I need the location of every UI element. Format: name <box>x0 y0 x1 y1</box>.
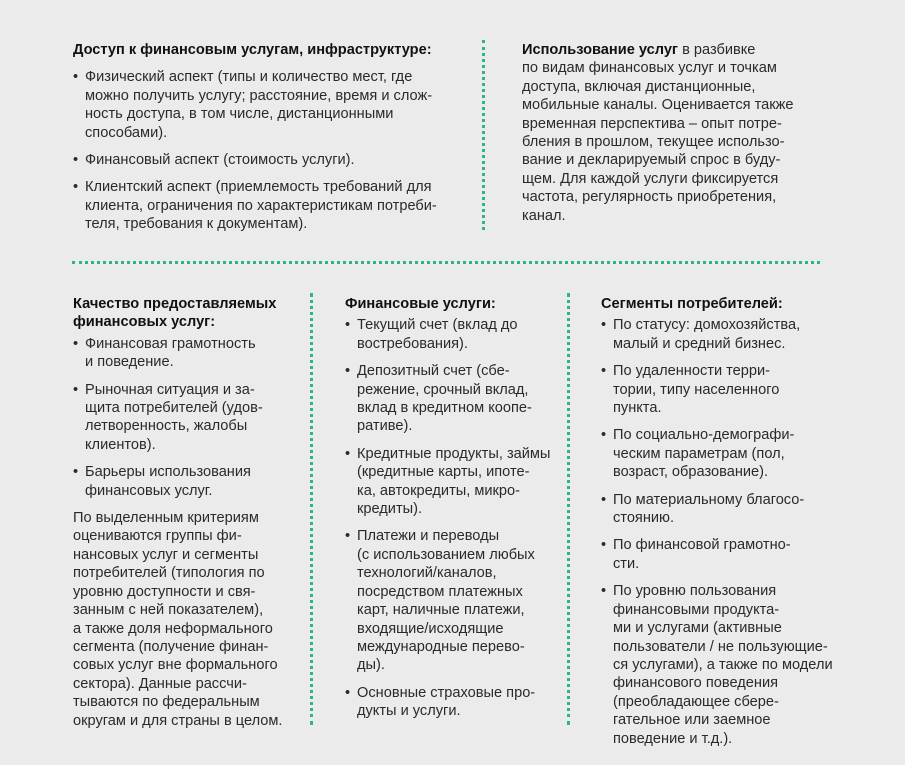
segments-item-remoteness: • По удаленности терри- тории, типу населенного пункта. <box>601 362 861 417</box>
services-item-current-account: • Текущий счет (вклад до востребования). <box>345 316 560 353</box>
usage-title: Использование услуг <box>522 42 679 58</box>
segments-section <box>601 295 861 748</box>
access-item-financial: • Финансовый аспект (стоимость услуги). <box>73 151 468 169</box>
quality-item-literacy: • Финансовая грамотность и поведение. <box>73 335 298 372</box>
segments-item-usage-level: • По уровню пользования финансовыми продукта- ми и услугами (активные пользователи / не пользующие- ся услугами), а также по модели финансового поведения (преобладающее сбере- гательное или заемное поведение и т.д.). <box>601 582 861 748</box>
quality-item-barriers: • Барьеры использования финансовых услуг. <box>73 463 298 500</box>
services-item-deposit: • Депозитный счет (сбе- режение, срочный вклад, вклад в кредитном коопе- ративе). <box>345 362 560 436</box>
usage-section <box>522 41 842 225</box>
usage-text <box>522 41 842 225</box>
quality-item-market: • Рыночная ситуация и за- щита потребителей (удов- летворенность, жалобы клиентов). <box>73 381 298 455</box>
quality-title: Качество предоставляемых финансовых услуг: <box>73 296 277 331</box>
segments-item-status: • По статусу: домохозяйства, малый и средний бизнес. <box>601 316 861 353</box>
quality-section <box>73 295 298 730</box>
segments-title: Сегменты потребителей: <box>601 296 783 312</box>
access-title: Доступ к финансовым услугам, инфраструктуре: <box>73 42 432 58</box>
segments-item-literacy: • По финансовой грамотно- сти. <box>601 536 861 573</box>
access-item-client: • Клиентский аспект (приемлемость требований для клиента, ограничения по характеристикам потреби- теля, требования к документам). <box>73 178 468 233</box>
services-item-payments: • Платежи и переводы (с использованием любых технологий/каналов, посредством платежных карт, наличные платежи, входящие/исходящие международные перево- ды). <box>345 527 560 674</box>
segments-list <box>601 316 861 748</box>
segments-item-wealth: • По материальному благосо- стоянию. <box>601 491 861 528</box>
access-list <box>73 68 468 233</box>
divider-top-vertical <box>482 40 485 230</box>
divider-horizontal <box>72 261 820 264</box>
services-title: Финансовые услуги: <box>345 296 496 312</box>
divider-bottom-right <box>567 293 570 725</box>
services-item-credit: • Кредитные продукты, займы (кредитные карты, ипоте- ка, автокредиты, микро- кредиты). <box>345 445 560 519</box>
services-list <box>345 316 560 720</box>
usage-body: в разбивке по видам финансовых услуг и точкам доступа, включая дистанционные, мобильные каналы. Оценивается также временная перспектива – опыт потре- бления в прошлом, текущее использо- вание и декларируемый спрос в буду- щем. Для каждой услуги фиксируется частота, регулярность приобретения, канал. <box>522 42 794 224</box>
services-section <box>345 295 560 721</box>
quality-paragraph: По выделенным критериям оцениваются группы фи- нансовых услуг и сегменты потребителей (типология по уровню доступности и свя- занным с ней показателем), а также доля неформального сегмента (получение финан- совых услуг вне формального сектора). Данные рассчи- тываются по федеральным округам и для страны в целом. <box>73 510 283 729</box>
access-section <box>73 41 468 234</box>
services-item-insurance: • Основные страховые про- дукты и услуги. <box>345 684 560 721</box>
quality-list <box>73 335 298 500</box>
segments-item-demographic: • По социально-демографи- ческим параметрам (пол, возраст, образование). <box>601 426 861 481</box>
access-item-physical: • Физический аспект (типы и количество мест, где можно получить услугу; расстояние, время и слож- ность доступа, в том числе, дистанционными способами). <box>73 68 468 142</box>
divider-bottom-left <box>310 293 313 725</box>
